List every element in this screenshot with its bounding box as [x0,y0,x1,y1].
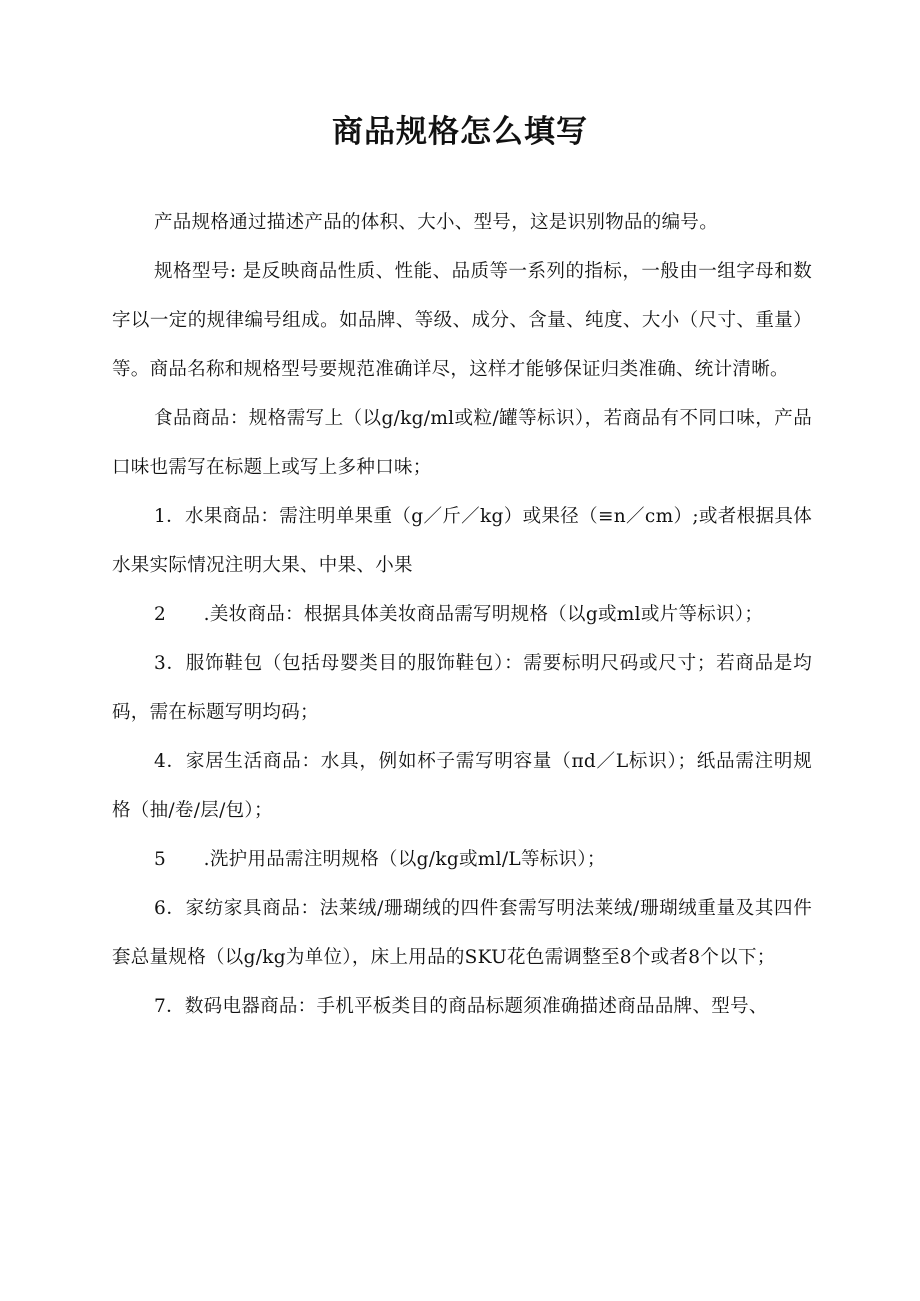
paragraph-item-6: 6．家纺家具商品：法莱绒/珊瑚绒的四件套需写明法莱绒/珊瑚绒重量及其四件套总量规格（以g/kg为单位），床上用品的SKU花色需调整至8个或者8个以下； [112,898,812,968]
paragraph-spec-model: 规格型号: 是反映商品性质、性能、品质等一系列的指标，一般由一组字母和数字以一定的规律编号组成。如品牌、等级、成分、含量、纯度、大小（尺寸、重量）等。商品名称和规格型号要规范准确详尽，这样才能够保证归类准确、统计清晰。 [112,261,812,380]
paragraph-item-4: 4．家居生活商品：水具，例如杯子需写明容量（πd／L标识）；纸品需注明规格（抽/卷/层/包）； [112,751,812,821]
paragraph-food: 食品商品：规格需写上（以g/kg/ml或粒/罐等标识），若商品有不同口味，产品口味也需写在标题上或写上多种口味； [112,408,812,478]
paragraph-item-7: 7．数码电器商品：手机平板类目的商品标题须准确描述商品品牌、型号、 [154,996,768,1017]
paragraph-item-5: 5 .洗护用品需注明规格（以g/kg或ml/L等标识）； [154,849,606,870]
document-body [112,198,812,1031]
paragraph-intro: 产品规格通过描述产品的体积、大小、型号，这是识别物品的编号。 [154,212,719,233]
paragraph-item-1: 1．水果商品：需注明单果重（g／斤／kg）或果径（≡n／cm）;或者根据具体水果实际情况注明大果、中果、小果 [112,506,812,576]
document-title: 商品规格怎么填写 [332,114,588,150]
paragraph-item-2: 2 .美妆商品：根据具体美妆商品需写明规格（以g或ml或片等标识）； [154,604,764,625]
paragraph-item-3: 3．服饰鞋包（包括母婴类目的服饰鞋包）：需要标明尺码或尺寸；若商品是均码，需在标题写明均码； [112,653,812,723]
